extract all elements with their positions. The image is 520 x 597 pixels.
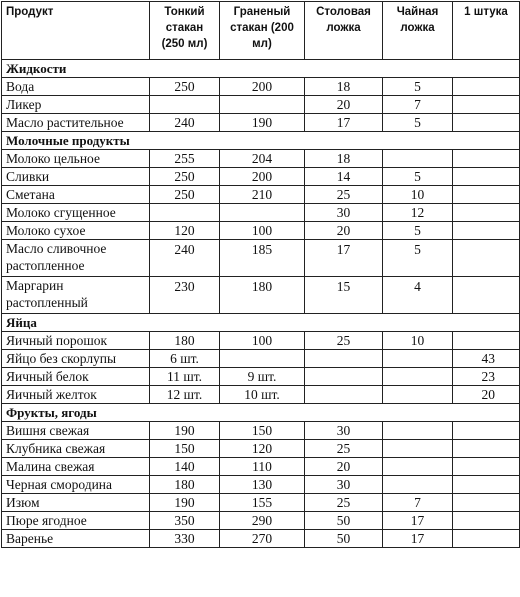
cell-tablespoon: 50: [305, 512, 383, 530]
cell-piece: [453, 512, 520, 530]
cell-piece: [453, 240, 520, 277]
cell-faceted-glass: 150: [220, 422, 305, 440]
cell-product: Яичный порошок: [2, 332, 150, 350]
table-row: [2, 204, 520, 222]
cell-product: Молоко сухое: [2, 222, 150, 240]
cell-tablespoon: 17: [305, 240, 383, 277]
section-row: [2, 60, 520, 78]
cell-thin-glass: 230: [150, 277, 220, 314]
header-teaspoon: Чайная ложка: [383, 2, 453, 60]
cell-product: Вода: [2, 78, 150, 96]
table-row: [2, 150, 520, 168]
cell-product: Изюм: [2, 494, 150, 512]
cell-teaspoon: 17: [383, 530, 453, 548]
cell-product: Варенье: [2, 530, 150, 548]
cell-teaspoon: [383, 386, 453, 404]
section-row: [2, 314, 520, 332]
measures-table: [1, 1, 520, 548]
cell-thin-glass: 250: [150, 186, 220, 204]
section-title: Яйца: [2, 314, 520, 332]
cell-product: Малина свежая: [2, 458, 150, 476]
table-row: [2, 458, 520, 476]
cell-teaspoon: 4: [383, 277, 453, 314]
header-piece: 1 штука: [453, 2, 520, 60]
cell-teaspoon: [383, 440, 453, 458]
table-row: [2, 186, 520, 204]
cell-piece: [453, 222, 520, 240]
cell-thin-glass: 250: [150, 168, 220, 186]
cell-piece: [453, 277, 520, 314]
section-row: [2, 132, 520, 150]
cell-teaspoon: [383, 368, 453, 386]
cell-piece: [453, 186, 520, 204]
cell-faceted-glass: 270: [220, 530, 305, 548]
cell-thin-glass: 330: [150, 530, 220, 548]
cell-product: Черная смородина: [2, 476, 150, 494]
table-row: [2, 96, 520, 114]
cell-piece: [453, 114, 520, 132]
cell-product: Сметана: [2, 186, 150, 204]
cell-product: Маргарин растопленный: [2, 277, 150, 314]
cell-thin-glass: 180: [150, 332, 220, 350]
cell-piece: [453, 168, 520, 186]
cell-teaspoon: [383, 458, 453, 476]
header-tablespoon: Столовая ложка: [305, 2, 383, 60]
cell-teaspoon: 10: [383, 186, 453, 204]
cell-product: Клубника свежая: [2, 440, 150, 458]
cell-faceted-glass: 185: [220, 240, 305, 277]
cell-faceted-glass: 10 шт.: [220, 386, 305, 404]
cell-teaspoon: 5: [383, 168, 453, 186]
cell-faceted-glass: 120: [220, 440, 305, 458]
cell-thin-glass: 240: [150, 114, 220, 132]
cell-thin-glass: [150, 96, 220, 114]
cell-teaspoon: [383, 350, 453, 368]
cell-piece: [453, 530, 520, 548]
cell-piece: [453, 440, 520, 458]
cell-faceted-glass: 200: [220, 78, 305, 96]
cell-piece: 43: [453, 350, 520, 368]
cell-piece: [453, 332, 520, 350]
table-row: [2, 530, 520, 548]
cell-piece: [453, 204, 520, 222]
cell-tablespoon: 20: [305, 96, 383, 114]
cell-faceted-glass: 100: [220, 332, 305, 350]
cell-piece: [453, 150, 520, 168]
cell-faceted-glass: [220, 350, 305, 368]
table-row: [2, 422, 520, 440]
cell-product: Вишня свежая: [2, 422, 150, 440]
cell-piece: [453, 78, 520, 96]
cell-tablespoon: 15: [305, 277, 383, 314]
cell-tablespoon: 14: [305, 168, 383, 186]
cell-thin-glass: 190: [150, 494, 220, 512]
cell-piece: [453, 458, 520, 476]
cell-product: Молоко сгущенное: [2, 204, 150, 222]
cell-product: Молоко цельное: [2, 150, 150, 168]
table-row: [2, 240, 520, 277]
cell-faceted-glass: 130: [220, 476, 305, 494]
cell-product: Яичный белок: [2, 368, 150, 386]
cell-teaspoon: 5: [383, 222, 453, 240]
cell-piece: 20: [453, 386, 520, 404]
cell-faceted-glass: 9 шт.: [220, 368, 305, 386]
cell-tablespoon: 30: [305, 204, 383, 222]
cell-piece: [453, 476, 520, 494]
cell-piece: [453, 96, 520, 114]
cell-product: Пюре ягодное: [2, 512, 150, 530]
cell-product: Масло растительное: [2, 114, 150, 132]
table-row: [2, 476, 520, 494]
table-row: [2, 494, 520, 512]
table-row: [2, 277, 520, 314]
cell-faceted-glass: 210: [220, 186, 305, 204]
table-row: [2, 222, 520, 240]
cell-tablespoon: 20: [305, 458, 383, 476]
table-row: [2, 386, 520, 404]
cell-tablespoon: 25: [305, 494, 383, 512]
cell-tablespoon: 30: [305, 476, 383, 494]
cell-piece: 23: [453, 368, 520, 386]
header-row: [2, 2, 520, 60]
cell-faceted-glass: 110: [220, 458, 305, 476]
cell-thin-glass: 6 шт.: [150, 350, 220, 368]
cell-thin-glass: 250: [150, 78, 220, 96]
cell-faceted-glass: [220, 96, 305, 114]
cell-teaspoon: 5: [383, 114, 453, 132]
cell-thin-glass: 12 шт.: [150, 386, 220, 404]
section-title: Молочные продукты: [2, 132, 520, 150]
cell-thin-glass: 255: [150, 150, 220, 168]
cell-faceted-glass: [220, 204, 305, 222]
cell-tablespoon: 50: [305, 530, 383, 548]
section-title: Фрукты, ягоды: [2, 404, 520, 422]
cell-tablespoon: 20: [305, 222, 383, 240]
cell-teaspoon: 10: [383, 332, 453, 350]
cell-product: Яйцо без скорлупы: [2, 350, 150, 368]
cell-tablespoon: 30: [305, 422, 383, 440]
section-title: Жидкости: [2, 60, 520, 78]
table-row: [2, 440, 520, 458]
cell-thin-glass: 11 шт.: [150, 368, 220, 386]
cell-tablespoon: 18: [305, 150, 383, 168]
cell-thin-glass: 150: [150, 440, 220, 458]
cell-thin-glass: 180: [150, 476, 220, 494]
cell-product: Яичный желток: [2, 386, 150, 404]
cell-tablespoon: [305, 350, 383, 368]
cell-thin-glass: 240: [150, 240, 220, 277]
cell-faceted-glass: 155: [220, 494, 305, 512]
cell-tablespoon: 18: [305, 78, 383, 96]
table-row: [2, 332, 520, 350]
header-product: Продукт: [2, 2, 150, 60]
cell-teaspoon: 17: [383, 512, 453, 530]
table-row: [2, 114, 520, 132]
cell-piece: [453, 422, 520, 440]
cell-thin-glass: 120: [150, 222, 220, 240]
cell-teaspoon: 5: [383, 240, 453, 277]
cell-teaspoon: 5: [383, 78, 453, 96]
cell-product: Ликер: [2, 96, 150, 114]
cell-faceted-glass: 204: [220, 150, 305, 168]
section-row: [2, 404, 520, 422]
table-row: [2, 512, 520, 530]
cell-tablespoon: [305, 368, 383, 386]
cell-teaspoon: 7: [383, 96, 453, 114]
cell-product: Сливки: [2, 168, 150, 186]
table-row: [2, 350, 520, 368]
cell-thin-glass: [150, 204, 220, 222]
table-row: [2, 368, 520, 386]
cell-thin-glass: 140: [150, 458, 220, 476]
cell-tablespoon: 17: [305, 114, 383, 132]
table-row: [2, 168, 520, 186]
cell-thin-glass: 350: [150, 512, 220, 530]
cell-tablespoon: 25: [305, 440, 383, 458]
cell-tablespoon: [305, 386, 383, 404]
cell-tablespoon: 25: [305, 186, 383, 204]
cell-thin-glass: 190: [150, 422, 220, 440]
cell-teaspoon: [383, 476, 453, 494]
cell-teaspoon: [383, 150, 453, 168]
cell-teaspoon: 7: [383, 494, 453, 512]
cell-faceted-glass: 200: [220, 168, 305, 186]
cell-teaspoon: 12: [383, 204, 453, 222]
table-row: [2, 78, 520, 96]
cell-tablespoon: 25: [305, 332, 383, 350]
cell-teaspoon: [383, 422, 453, 440]
header-thin-glass: Тонкий стакан (250 мл): [150, 2, 220, 60]
cell-faceted-glass: 190: [220, 114, 305, 132]
cell-faceted-glass: 100: [220, 222, 305, 240]
cell-product: Масло сливочное растопленное: [2, 240, 150, 277]
cell-piece: [453, 494, 520, 512]
header-faceted-glass: Граненый стакан (200 мл): [220, 2, 305, 60]
cell-faceted-glass: 290: [220, 512, 305, 530]
cell-faceted-glass: 180: [220, 277, 305, 314]
